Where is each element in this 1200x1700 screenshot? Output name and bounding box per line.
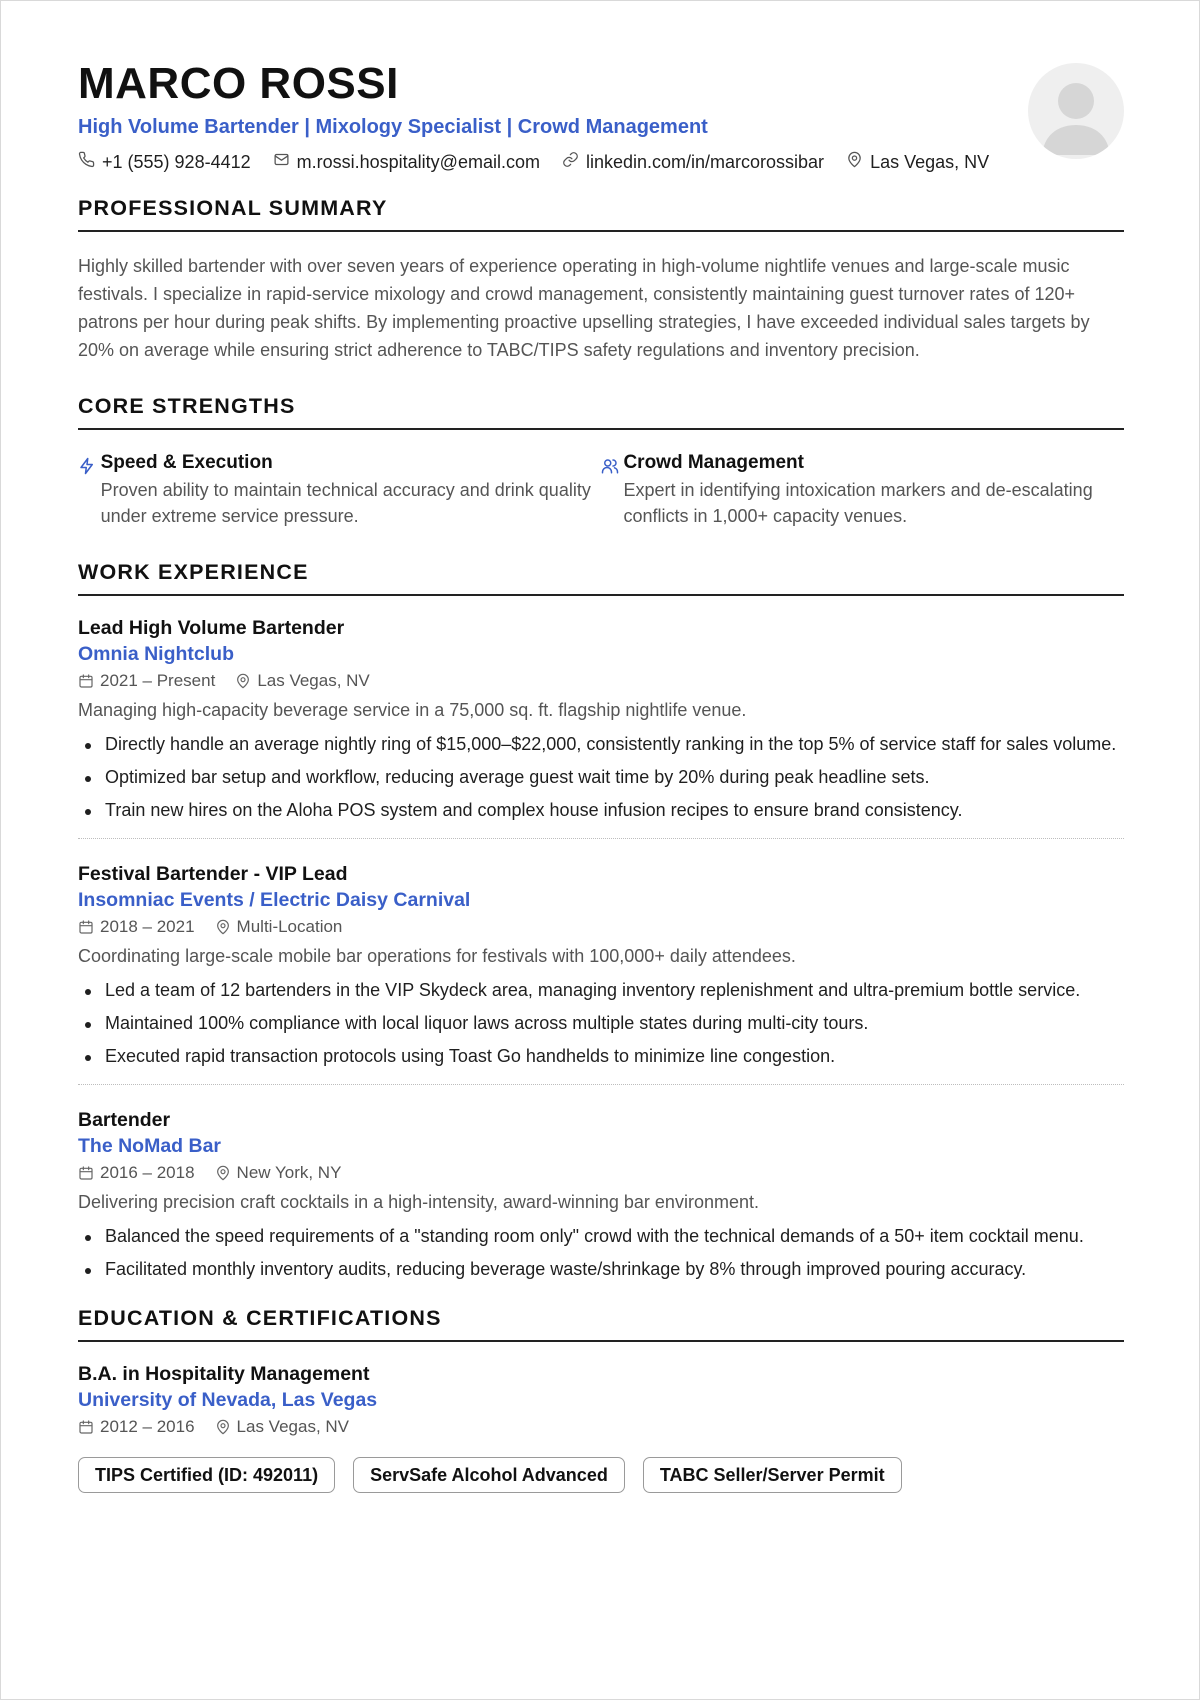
experience-heading: WORK EXPERIENCE: [78, 559, 1124, 596]
job-bullets: [78, 977, 1124, 1070]
phone-icon: [78, 151, 102, 173]
education-entry: [78, 1361, 1124, 1493]
job-meta: [78, 915, 1124, 939]
map-pin-icon: [846, 151, 870, 173]
job-entry: [78, 615, 1124, 839]
strengths-section: [78, 393, 1124, 529]
list-item: Balanced the speed requirements of a "standing room only" crowd with the technical demands of a 50+ item cocktail menu.: [78, 1223, 1124, 1250]
job-bullets: [78, 1223, 1124, 1283]
job-title: Lead High Volume Bartender: [78, 617, 345, 639]
location-text: Las Vegas, NV: [870, 152, 990, 172]
linkedin-text: linkedin.com/in/marcorossibar: [585, 152, 825, 172]
calendar-icon: [78, 1165, 94, 1181]
strength-desc: Proven ability to maintain technical accuracy and drink quality under extreme service pressure.: [100, 480, 591, 526]
contact-location: [846, 151, 989, 173]
degree-title: B.A. in Hospitality Management: [78, 1363, 370, 1385]
contact-phone: [78, 151, 251, 173]
contact-row: [78, 151, 1124, 173]
job-meta: [78, 1161, 1124, 1185]
mail-icon: [273, 151, 297, 173]
map-pin-icon: [235, 673, 251, 689]
users-icon: [601, 451, 623, 529]
avatar: [1028, 63, 1124, 159]
certification-badge: ServSafe Alcohol Advanced: [353, 1457, 625, 1493]
education-meta: [78, 1415, 1124, 1439]
calendar-icon: [78, 919, 94, 935]
education-heading: EDUCATION & CERTIFICATIONS: [78, 1305, 1124, 1342]
summary-section: [78, 195, 1124, 364]
strengths-heading: CORE STRENGTHS: [78, 393, 1124, 430]
summary-text: Highly skilled bartender with over seven years of experience operating in high-volume nightlife venues and large-scale music festivals. I specialize in rapid-service mixology and crowd management, consistently maintaining guest turnover rates of 120+ patrons per hour during peak shifts. By implementing proactive upselling strategies, I have exceeded individual sales targets by 20% on average while ensuring strict adherence to TABC/TIPS safety regulations and inventory precision.: [78, 256, 1090, 360]
contact-email: [273, 151, 540, 173]
list-item: Directly handle an average nightly ring of $15,000–$22,000, consistently ranking in the top 5% of service staff for sales volume.: [78, 731, 1124, 758]
education-location: Las Vegas, NV: [215, 1415, 349, 1439]
list-item: Executed rapid transaction protocols using Toast Go handhelds to minimize line congestion.: [78, 1043, 1124, 1070]
education-dates: 2012 – 2016: [78, 1415, 195, 1439]
candidate-name: MARCO ROSSI: [78, 59, 399, 108]
job-bullets: [78, 731, 1124, 824]
job-title: Festival Bartender - VIP Lead: [78, 863, 348, 885]
job-divider: [78, 1084, 1124, 1085]
certification-badge: TIPS Certified (ID: 492011): [78, 1457, 335, 1493]
job-dates: 2016 – 2018: [78, 1161, 195, 1185]
certification-badges: [78, 1457, 1124, 1493]
job-location: New York, NY: [215, 1161, 342, 1185]
company-name: Omnia Nightclub: [78, 643, 234, 665]
list-item: Facilitated monthly inventory audits, reducing beverage waste/shrinkage by 8% through improved pouring accuracy.: [78, 1256, 1124, 1283]
strength-title: Speed & Execution: [100, 452, 273, 473]
map-pin-icon: [215, 1165, 231, 1181]
list-item: Maintained 100% compliance with local liquor laws across multiple states during multi-city tours.: [78, 1010, 1124, 1037]
job-location: Las Vegas, NV: [235, 669, 369, 693]
job-meta: [78, 669, 1124, 693]
job-description: Coordinating large-scale mobile bar operations for festivals with 100,000+ daily attendees.: [78, 946, 796, 966]
strengths-list: [78, 451, 1124, 529]
summary-heading: PROFESSIONAL SUMMARY: [78, 195, 1124, 232]
contact-linkedin: [562, 151, 824, 173]
resume-header: [78, 59, 1124, 179]
job-location: Multi-Location: [215, 915, 343, 939]
school-name: University of Nevada, Las Vegas: [78, 1389, 378, 1411]
job-dates: 2018 – 2021: [78, 915, 195, 939]
experience-section: [78, 559, 1124, 1283]
map-pin-icon: [215, 919, 231, 935]
job-description: Managing high-capacity beverage service in a 75,000 sq. ft. flagship nightlife venue.: [78, 700, 747, 720]
user-silhouette-icon: [1028, 63, 1124, 159]
map-pin-icon: [215, 1419, 231, 1435]
strength-desc: Expert in identifying intoxication markers and de-escalating conflicts in 1,000+ capacity venues.: [623, 480, 1093, 526]
list-item: Train new hires on the Aloha POS system and complex house infusion recipes to ensure brand consistency.: [78, 797, 1124, 824]
job-entry: [78, 861, 1124, 1085]
company-name: The NoMad Bar: [78, 1135, 222, 1157]
strength-item: [78, 451, 601, 529]
phone-text: +1 (555) 928-4412: [102, 152, 251, 172]
candidate-tagline: High Volume Bartender | Mixology Specialist | Crowd Management: [78, 116, 708, 138]
certification-badge: TABC Seller/Server Permit: [643, 1457, 902, 1493]
education-section: [78, 1305, 1124, 1493]
job-title: Bartender: [78, 1109, 171, 1131]
lightning-icon: [78, 451, 101, 529]
job-entry: [78, 1107, 1124, 1283]
email-text: m.rossi.hospitality@email.com: [296, 152, 540, 172]
job-divider: [78, 838, 1124, 839]
job-dates: 2021 – Present: [78, 669, 215, 693]
list-item: Optimized bar setup and workflow, reducing average guest wait time by 20% during peak headline sets.: [78, 764, 1124, 791]
link-icon: [562, 151, 586, 173]
calendar-icon: [78, 673, 94, 689]
list-item: Led a team of 12 bartenders in the VIP Skydeck area, managing inventory replenishment and ultra-premium bottle service.: [78, 977, 1124, 1004]
resume-content: [78, 59, 1124, 1493]
job-description: Delivering precision craft cocktails in a high-intensity, award-winning bar environment.: [78, 1192, 759, 1212]
calendar-icon: [78, 1419, 94, 1435]
company-name: Insomniac Events / Electric Daisy Carnival: [78, 889, 471, 911]
strength-item: [601, 451, 1124, 529]
strength-title: Crowd Management: [623, 452, 804, 473]
